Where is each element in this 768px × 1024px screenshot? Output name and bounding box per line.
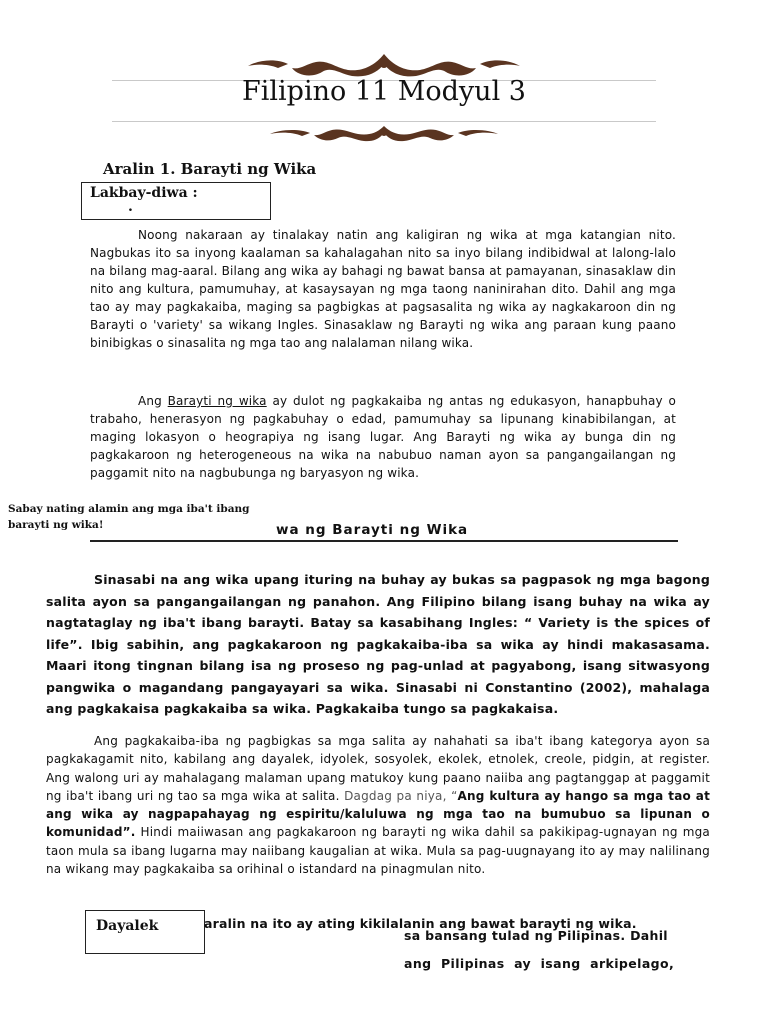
- lakbay-diwa-box: [81, 182, 271, 220]
- barayti-link: Barayti ng wika: [167, 394, 267, 408]
- dayalek-label: Dayalek: [96, 918, 159, 934]
- paragraph-1-text: Noong nakaraan ay tinalakay natin ang kaligiran ng wika at mga katangian nito. Nagbukas ito sa inyong kaalaman sa kahalagahan nito sa inyo bilang indibidwal at lalong-lalo na bilang mag-aaral. Bilang ang wika ay bahagi ng bawat bansa at pamayanan, sinasaklaw din nito ang kultura, pamumuhay, at kasaysayan ng mga taong naninirahan dito. Dahil ang mga tao ay may pagkakaiba, maging sa pagbigkas at pagsasalita ng wika ay nagkakaroon din ng Barayti o 'variety' sa wikang Ingles. Sinasaklaw ng Barayti ng wika ang paraan kung paano binibigkas o sinasalita ng mga tao ang nalalaman nilang wika.: [90, 228, 676, 350]
- lakbay-diwa-dot: .: [128, 199, 133, 215]
- paragraph-2-before: Ang: [138, 394, 168, 408]
- paragraph-4-main: Ang pagkakaiba-iba ng pagbigkas sa mga salita ay nahahati sa iba't ibang kategorya ayon sa pagkakagamit nito, kabilang ang dayalek, idyolek, sosyolek, ekolek, etnolek, creole, pidgin, at register. Ang walong uri ay mahalagang malaman upang matukoy kung paano naiiba ang pagtanggap at paggamit ng iba't ibang uri ng tao sa mga wika at salita.: [46, 734, 710, 803]
- paragraph-4: [46, 732, 710, 878]
- paragraph-2-after: ay dulot ng pagkakaiba ng antas ng edukasyon, hanapbuhay o trabaho, henerasyon ng pagkabuhay o edad, pamumuhay sa lipunang kinabibilangan, at maging lokasyon o heograpiya ng isang lugar. Ang Barayti ng wika ay bunga din ng pagkakaroon ng heterogeneous na wika na nabubuo naman ayon sa pangangailangan ng paggamit nito na nagbubunga ng baryasyon ng wika.: [90, 394, 676, 480]
- bottom-ornament: [0, 122, 768, 144]
- paragraph-2: [90, 392, 676, 482]
- section-rule: [90, 540, 678, 542]
- paragraph-3-text: Sinasabi na ang wika upang ituring na buhay ay bukas sa pagpasok ng mga bagong salita ayon sa pangangailangan ng panahon. Ang Filipino bilang isang buhay na wika ay nagtataglay ng iba't ibang barayti. Batay sa kasabihang Ingles: “ Variety is the spices of life”. Ibig sabihin, ang pagkakaroon ng pagkakaiba-iba sa wika ay hindi makasasama. Maari itong tingnan bilang isa ng proseso ng pag-unlad at pagyabong, isang sitwasyong pangwika o magandang pangayayari sa wika. Sinasabi ni Constantino (2002), mahalaga ang pagkakaisa pagkakaiba sa wika. Pagkakaiba tungo sa pagkakaisa.: [46, 572, 710, 716]
- paragraph-1: [90, 226, 676, 352]
- lesson-title: Aralin 1. Barayti ng Wika: [103, 160, 317, 178]
- paragraph-4-quote: Ang kultura ay hango sa mga tao at ang wika ay nagpapahayag ng espiritu/kaluluwa ng mga tao na bumubuo sa lipunan o komunidad”.: [46, 788, 711, 840]
- closing-line: aralin na ito ay ating kikilalanin ang bawat barayti ng wika.: [204, 916, 637, 931]
- last-line: ang Pilipinas ay isang arkipelago,: [404, 956, 675, 971]
- paragraph-4-end: Hindi maiiwasan ang pagkakaroon ng barayti ng wika dahil sa pakikipag-ugnayan ng mga taon mula sa ibang lugarna may naiibang kaugalian at wika. Mula sa pag-uugnayang ito ay may nalilinang na wikang may pagkakaiba sa orihinal o istandard na pinagmulan nito.: [46, 825, 710, 877]
- page-title: Filipino 11 Modyul 3: [242, 76, 526, 107]
- paragraph-4-grey: Dagdag pa niya, “: [344, 788, 458, 803]
- sidenote: Sabay nating alamin ang mga iba't ibang barayti ng wika!: [8, 503, 250, 531]
- section-heading: wa ng Barayti ng Wika: [276, 522, 469, 538]
- paragraph-3: [46, 569, 710, 720]
- clipped-line: sa bansang tulad ng Pilipinas. Dahil: [404, 928, 668, 943]
- dayalek-box: [85, 910, 205, 954]
- clipped-line-wrap: [404, 928, 704, 946]
- lakbay-diwa-label: Lakbay-diwa :: [90, 185, 198, 201]
